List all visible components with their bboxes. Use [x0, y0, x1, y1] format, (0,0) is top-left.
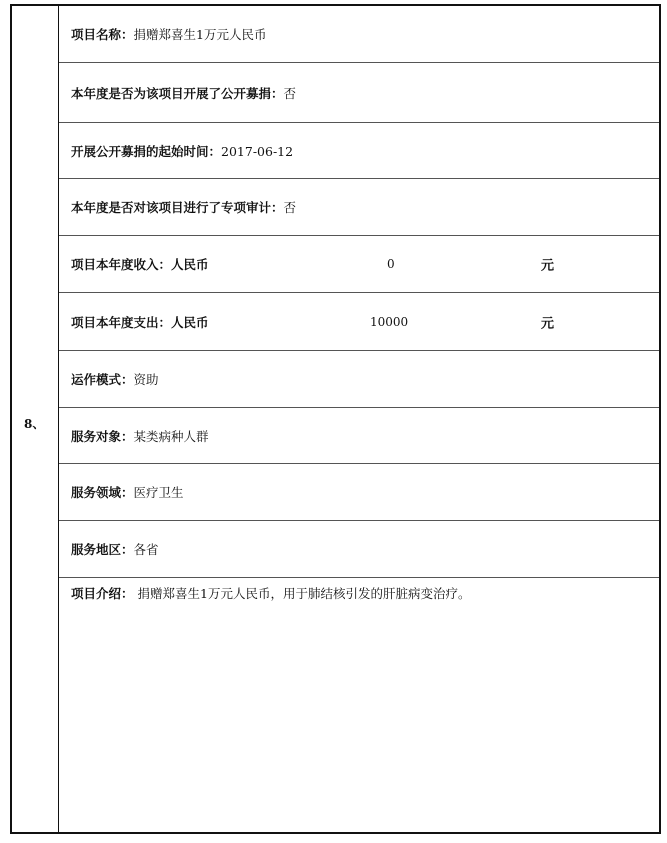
- project-table: [10, 4, 661, 834]
- fundraising-start-value: 2017-06-12: [221, 143, 294, 159]
- expense-unit: 元: [541, 316, 555, 331]
- service-target-label: 服务对象：: [71, 428, 134, 444]
- project-intro-label: 项目介绍：: [71, 586, 134, 601]
- service-target-value: 某类病种人群: [133, 428, 209, 444]
- row-public-fundraising: [59, 63, 659, 123]
- project-intro: [59, 578, 659, 832]
- fundraising-start-label: 开展公开募捐的起始时间：: [71, 143, 222, 159]
- public-fundraising-label: 本年度是否为该项目开展了公开募捐：: [71, 85, 284, 101]
- income-amount: 0: [387, 257, 395, 271]
- special-audit-value: 否: [283, 200, 297, 215]
- service-region-label: 服务地区：: [71, 542, 134, 557]
- service-region-value: 各省: [133, 542, 159, 557]
- income-unit: 元: [541, 258, 555, 274]
- expense-amount: 10000: [370, 314, 409, 329]
- operation-mode-label: 运作模式：: [71, 372, 134, 387]
- public-fundraising-value: 否: [283, 85, 297, 101]
- project-name-label: 项目名称：: [71, 27, 134, 42]
- project-intro-value: 捐赠郑喜生1万元人民币，用于肺结核引发的肝脏病变治疗。: [133, 586, 471, 601]
- service-field-label: 服务领域：: [71, 485, 134, 500]
- row-service-region: [59, 521, 659, 578]
- row-income: [59, 236, 659, 293]
- income-label: 项目本年度收入：人民币: [71, 257, 209, 272]
- row-special-audit: [59, 179, 659, 236]
- special-audit-label: 本年度是否对该项目进行了专项审计：: [71, 200, 284, 215]
- row-operation-mode: [59, 351, 659, 408]
- project-details: [59, 6, 659, 832]
- row-project-name: [59, 6, 659, 63]
- service-field-value: 医疗卫生: [133, 485, 184, 500]
- section-number: 8、: [24, 417, 45, 431]
- row-service-target: [59, 408, 659, 464]
- project-name-value: 捐赠郑喜生1万元人民币: [133, 27, 267, 42]
- number-column: [12, 6, 59, 832]
- row-expense: [59, 293, 659, 351]
- row-fundraising-start: [59, 123, 659, 179]
- row-service-field: [59, 464, 659, 521]
- operation-mode-value: 资助: [133, 372, 159, 387]
- expense-label: 项目本年度支出：人民币: [71, 314, 209, 330]
